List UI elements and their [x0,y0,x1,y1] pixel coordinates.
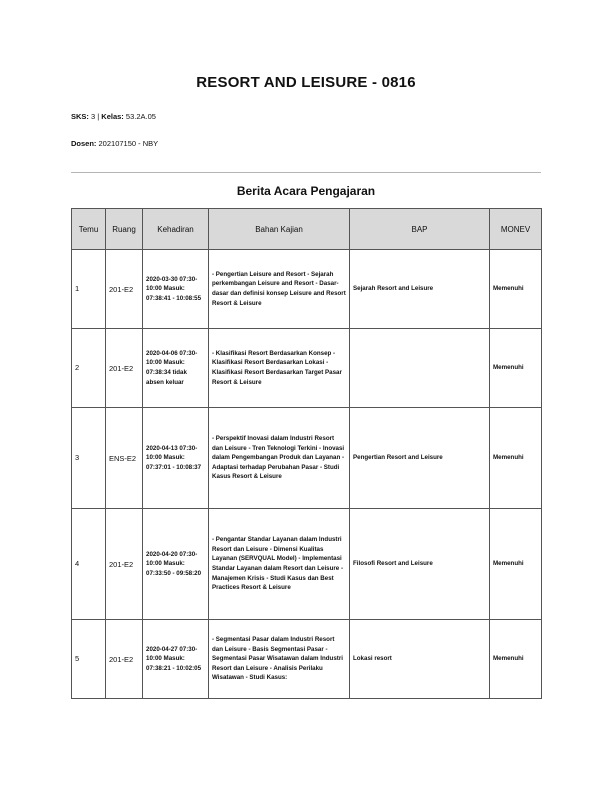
section-title: Berita Acara Pengajaran [236,184,376,198]
kelas-label: Kelas: [101,112,124,121]
cell-bap: Sejarah Resort and Leisure [350,250,490,329]
dosen-value: 202107150 - NBY [96,139,159,148]
cell-bap [350,329,490,408]
cell-bahan-kajian: - Segmentasi Pasar dalam Industri Resort dan Leisure - Basis Segmentasi Pasar - Segmentasi Pasar Wisatawan dalam Industri Resort dan Leisure - Analisis Perilaku Wisatawan - Studi Kasus: [209,620,350,699]
cell-kehadiran: 2020-04-20 07:30-10:00 Masuk: 07:33:50 - 09:58:20 [143,509,209,620]
page-title: RESORT AND LEISURE - 0816 [196,74,416,91]
table-row [72,509,542,620]
cell-monev: Memenuhi [490,329,542,408]
header-ruang: Ruang [106,209,143,250]
cell-kehadiran: 2020-04-06 07:30-10:00 Masuk: 07:38:34 tidak absen keluar [143,329,209,408]
header-temu: Temu [72,209,106,250]
cell-bap: Pengertian Resort and Leisure [350,408,490,509]
header-monev: MONEV [490,209,542,250]
cell-ruang: ENS-E2 [106,408,143,509]
kelas-value: 53.2A.05 [123,112,156,121]
dosen-label: Dosen: [71,139,97,148]
header-bahan-kajian: Bahan Kajian [209,209,350,250]
table-row [72,250,542,329]
cell-temu: 5 [72,620,106,699]
cell-temu: 4 [72,509,106,620]
sks-value: 3 | [88,112,102,121]
cell-bahan-kajian: - Perspektif Inovasi dalam Industri Resort dan Leisure - Tren Teknologi Terkini - Inovasi dalam Pengembangan Produk dan Layanan - Adaptasi terhadap Perubahan Pasar - Studi Kasus Resort & Leisure [209,408,350,509]
sks-label: SKS: [71,112,89,121]
table-row [72,329,542,408]
cell-ruang: 201-E2 [106,620,143,699]
header-kehadiran: Kehadiran [143,209,209,250]
cell-kehadiran: 2020-04-27 07:30-10:00 Masuk: 07:38:21 - 10:02:05 [143,620,209,699]
table-header-row [72,209,542,250]
cell-bap: Filosofi Resort and Leisure [350,509,490,620]
cell-monev: Memenuhi [490,408,542,509]
cell-ruang: 201-E2 [106,329,143,408]
cell-ruang: 201-E2 [106,509,143,620]
cell-kehadiran: 2020-04-13 07:30-10:00 Masuk: 07:37:01 - 10:08:37 [143,408,209,509]
divider [71,172,541,173]
cell-bap: Lokasi resort [350,620,490,699]
teaching-record-table [71,208,542,699]
cell-temu: 1 [72,250,106,329]
cell-bahan-kajian: - Klasifikasi Resort Berdasarkan Konsep - Klasifikasi Resort Berdasarkan Lokasi - Klasifikasi Resort Berdasarkan Target Pasar Resort & Leisure [209,329,350,408]
cell-temu: 2 [72,329,106,408]
lecturer-meta-line [71,139,158,148]
cell-ruang: 201-E2 [106,250,143,329]
cell-monev: Memenuhi [490,620,542,699]
header-bap: BAP [350,209,490,250]
cell-bahan-kajian: - Pengertian Leisure and Resort - Sejarah perkembangan Leisure and Resort - Dasar-dasar dan definisi konsep Leisure and Resort Resort & Leisure [209,250,350,329]
cell-kehadiran: 2020-03-30 07:30-10:00 Masuk: 07:38:41 - 10:08:55 [143,250,209,329]
cell-monev: Memenuhi [490,509,542,620]
table-row [72,620,542,699]
cell-monev: Memenuhi [490,250,542,329]
cell-bahan-kajian: - Pengantar Standar Layanan dalam Industri Resort dan Leisure - Dimensi Kualitas Layanan (SERVQUAL Model) - Implementasi Standar Layanan dalam Resort dan Leisure - Manajemen Krisis - Studi Kasus dan Best Practices Resort & Leisure [209,509,350,620]
course-meta-line [71,112,156,121]
table-row [72,408,542,509]
cell-temu: 3 [72,408,106,509]
